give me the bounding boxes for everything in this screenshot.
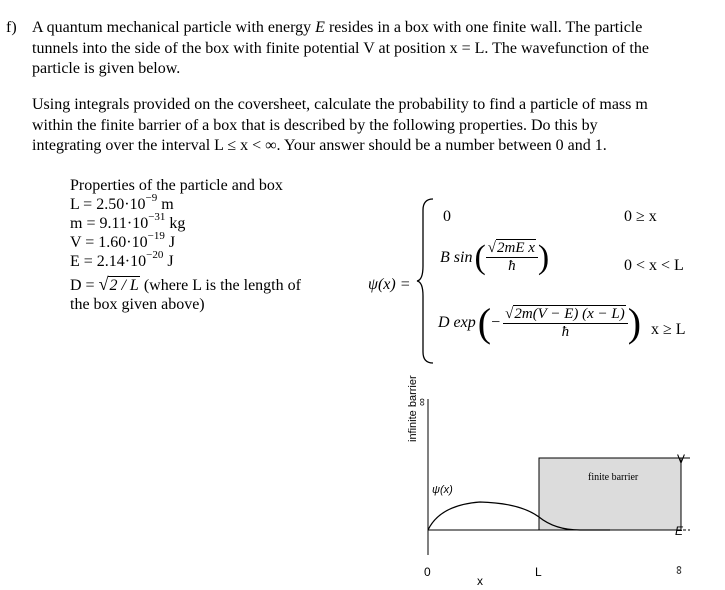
properties-block bbox=[70, 176, 350, 314]
x-axis-label: x bbox=[477, 574, 483, 588]
properties-heading: Properties of the particle and box bbox=[70, 177, 283, 194]
tick-L: L bbox=[535, 565, 542, 579]
prop-V: $V = 1.60\cdot 10^{-19}$ J bbox=[70, 230, 176, 251]
problem-intro bbox=[32, 18, 722, 80]
task-line-1: Using integrals provided on the coversheet, calculate the probability to find a particle of mass m bbox=[32, 96, 648, 113]
intro-line-1: A quantum mechanical particle with energy E resides in a box with one finite wall. The particle bbox=[32, 19, 643, 36]
V-label: V bbox=[677, 452, 686, 466]
problem-task bbox=[32, 95, 722, 157]
case-3-expr: D exp ( − $\frac{√2m(V - E) (x - L)}{ħ}$ ) bbox=[438, 300, 642, 345]
psi-curve-label: ψ(x) bbox=[432, 484, 453, 496]
prop-D: D = √2 / L (where L is the length of bbox=[70, 274, 301, 294]
prop-m: $m = 9.11\cdot 10^{-31}$ kg bbox=[70, 211, 186, 232]
finite-barrier-region bbox=[539, 458, 681, 530]
prop-E: $E = 2.14\cdot 10^{-20}$ J bbox=[70, 249, 174, 270]
intro-line-2: tunnels into the side of the box with finite potential V at position x = L. The wavefunction of the bbox=[32, 39, 649, 57]
E-label: E bbox=[675, 524, 684, 538]
case-2-expr: B sin ( $\frac{\text{√2mE x}}{ħ}$ ) bbox=[440, 238, 550, 276]
piecewise-brace bbox=[415, 196, 437, 366]
prop-L: $L = 2.50\cdot 10^{-9}$ m bbox=[70, 192, 174, 213]
wall-infinity-label: ∞ bbox=[415, 398, 428, 406]
case-1-expr: 0 bbox=[443, 208, 451, 225]
task-line-3: integrating over the interval L ≤ x < ∞. Your answer should be a number between 0 and 1. bbox=[32, 137, 607, 154]
tick-zero: 0 bbox=[424, 565, 431, 579]
case-3-cond: x ≥ L bbox=[651, 321, 686, 338]
psi-lhs: ψ(x) = bbox=[368, 276, 411, 293]
finite-barrier-label: finite barrier bbox=[588, 472, 639, 483]
problem-label: f) bbox=[6, 19, 17, 36]
case-2-cond: 0 < x < L bbox=[624, 257, 684, 274]
case-1-cond: 0 ≥ x bbox=[624, 208, 657, 225]
intro-line-3: particle is given below. bbox=[32, 60, 181, 77]
prop-D-note: the box given above) bbox=[70, 296, 205, 313]
task-line-2: within the finite barrier of a box that is described by the following properties. Do this by bbox=[32, 116, 598, 134]
tick-infinity: ∞ bbox=[672, 565, 687, 575]
infinite-barrier-label: infinite barrier bbox=[407, 375, 419, 442]
